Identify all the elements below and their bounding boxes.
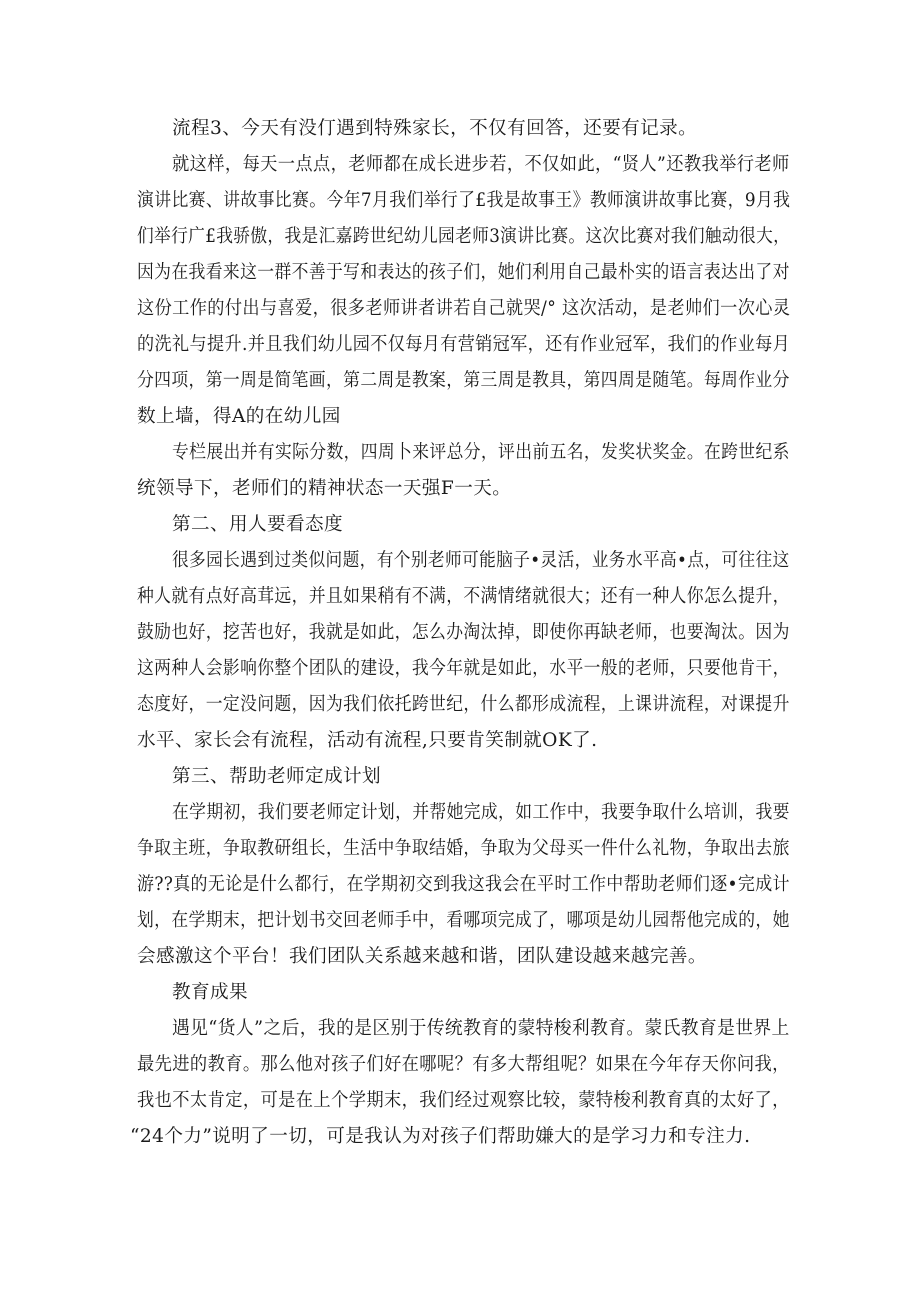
section-heading: 第三、帮助老师定成计划	[172, 766, 381, 787]
text-line: 划，在学期末，把计划书交回老师手中，看哪项完成了，哪项是幼儿园帮他完成的，她	[137, 910, 790, 931]
section-heading: 第二、用人要看态度	[172, 514, 343, 535]
text-line: 这两种人会影响你整个团队的建设，我今年就是如此，水平一般的老师，只要他肯干，	[137, 658, 790, 679]
text-line: 统领导下，老师们的精神状态一天强F一天。	[137, 478, 512, 499]
text-line: 最先进的教育。那么他对孩子们好在哪呢？有多大帮组呢？如果在今年存天你问我，	[137, 1054, 790, 1075]
text-line: 游??真的无论是什么都行，在学期初交到我这我会在平时工作中帮助老师们逐•完成计	[137, 874, 790, 895]
text-line: 水平、家长会有流程，活动有流程,只要肯笑制就OK了.	[137, 730, 598, 751]
text-line: 很多园长遇到过类似问题，有个别老师可能脑子•灵活，业务水平高•点，可往往这	[172, 550, 790, 571]
text-line: 遇见“货人”之后，我的是区别于传统教育的蒙特梭利教育。蒙氏教育是世界上	[172, 1018, 790, 1039]
section-heading: 教育成果	[172, 982, 248, 1003]
text-line: 演讲比赛、讲故事比赛。今年7月我们举行了£我是故事王》教师演讲故事比赛，9月我	[137, 190, 791, 211]
text-line: 争取主班，争取教研组长，生活中争取结婚，争取为父母买一件什么礼物，争取出去旅	[137, 838, 790, 859]
text-line: 我也不太肯定，可是在上个学期末，我们经过观察比较，蒙特梭利教育真的太好了，	[137, 1090, 790, 1111]
text-line: 在学期初，我们要老师定计划，并帮她完成，如工作中，我要争取什么培训，我要	[172, 802, 790, 823]
text-line: 会感激这个平台！我们团队关系越来越和谐，团队建设越来越完善。	[137, 946, 707, 967]
text-line: “24个力”说明了一切，可是我认为对孩子们帮助嫌大的是学习力和专注力.	[130, 1126, 751, 1147]
text-line: 们举行广£我骄傲，我是汇嘉跨世纪幼儿园老师3演讲比赛。这次比赛对我们触动很大，	[137, 226, 791, 247]
text-line: 因为在我看来这一群不善于写和表达的孩子们，她们利用自己最朴实的语言表达出了对	[137, 262, 790, 283]
text-line: 态度好，一定没问题，因为我们依托跨世纪，什么都形成流程，上课讲流程，对课提升	[137, 694, 790, 715]
text-line: 数上墙，得A的在幼儿园	[137, 406, 341, 427]
text-line: 种人就有点好高茸远，并且如果稍有不满，不满情绪就很大；还有一种人你怎么提升，	[137, 586, 790, 607]
text-line: 分四项，第一周是简笔画，第二周是教案，第三周是教具，第四周是随笔。每周作业分	[137, 370, 790, 391]
text-line: 的洗礼与提升.并且我们幼儿园不仅每月有营销冠军，还有作业冠军，我们的作业每月	[137, 334, 791, 355]
text-line: 这份工作的付出与喜爱，很多老师讲者讲若自己就哭/° 这次活动，是老帅们一次心灵	[137, 298, 791, 319]
text-line: 流程3、今天有没仃遇到特殊家长，不仅有回答，还要有记录。	[172, 118, 698, 139]
text-line: 鼓励也好，挖苦也好，我就是如此，怎么办淘汰掉，即使你再缺老师，也要淘汰。因为	[137, 622, 790, 643]
text-line: 专栏展出并有实际分数，四周卜来评总分，评出前五名，发奖状奖金。在跨世纪系	[172, 442, 790, 463]
text-line: 就这样，每天一点点，老师都在成长进步若，不仅如此，“贤人”还教我举行老师	[172, 154, 790, 175]
